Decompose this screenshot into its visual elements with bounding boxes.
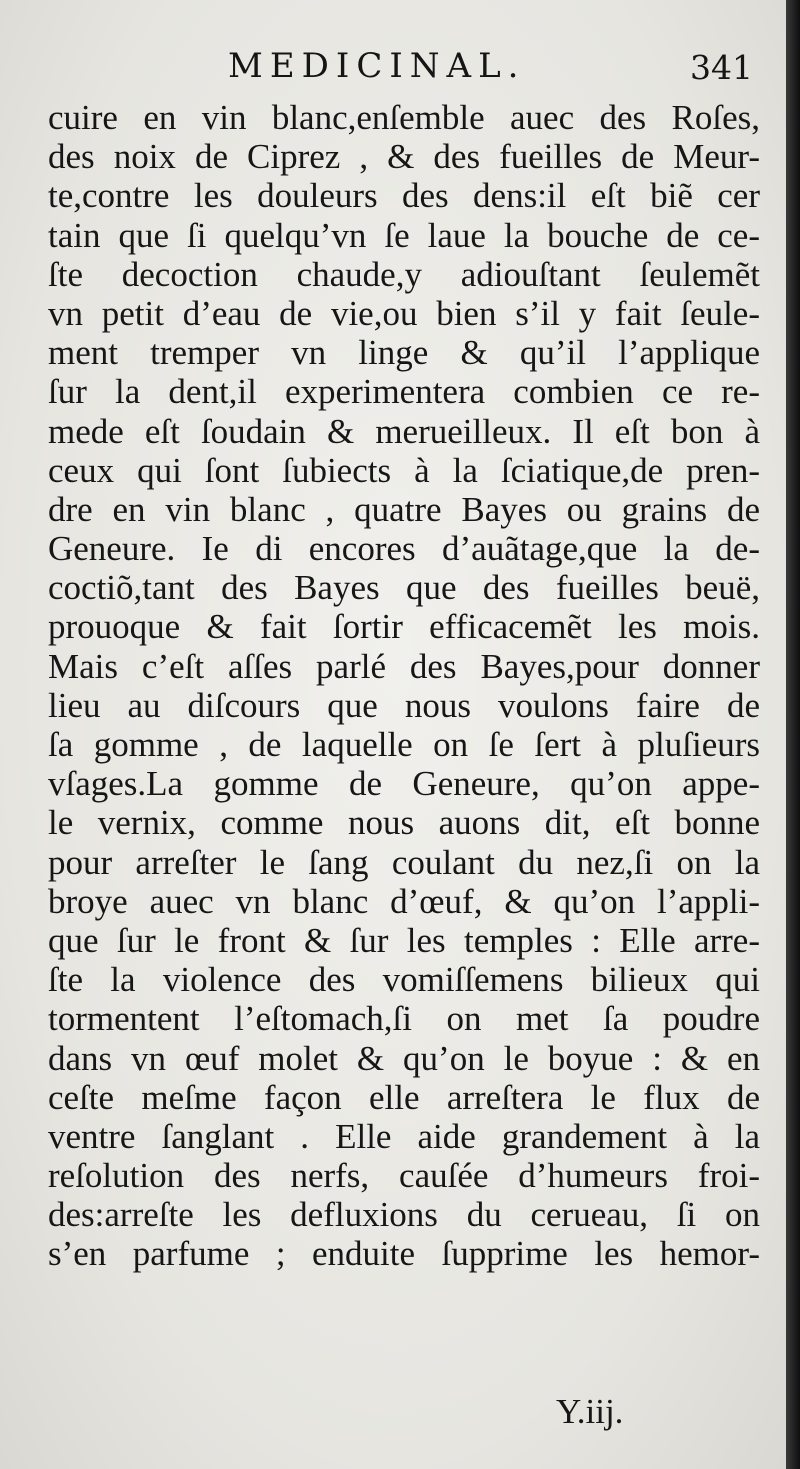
text-line: lieu au diſcours que nous voulons faire de [48, 685, 760, 725]
text-line: te,contre les douleurs des dens:il eſt biẽ cer [48, 176, 760, 216]
text-line: pour arreſter le ſang coulant du nez,ſi on la [48, 842, 760, 882]
page-number: 341 [690, 48, 753, 87]
text-line: Mais c’eſt aſſes parlé des Bayes,pour donner [48, 646, 760, 686]
text-line: le vernix, comme nous auons dit, eſt bonne [48, 803, 760, 843]
text-line: des:arreſte les defluxions du cerueau, ſi on [48, 1195, 760, 1235]
text-line: dans vn œuf molet & qu’on le boyue : & en [48, 1038, 760, 1078]
text-line: Geneure. Ie di encores d’auãtage,que la de- [48, 529, 760, 569]
text-line: dre en vin blanc , quatre Bayes ou grains de [48, 489, 760, 529]
text-line: vſages.La gomme de Geneure, qu’on appe- [48, 764, 760, 804]
text-line: ventre ſanglant . Elle aide grandement à la [48, 1116, 760, 1156]
text-line: vn petit d’eau de vie,ou bien s’il y fait ſeule- [48, 293, 760, 333]
body-text [48, 98, 760, 1274]
running-title: MEDICINAL. [228, 46, 526, 86]
text-line: ſa gomme , de laquelle on ſe ſert à pluſieurs [48, 725, 760, 764]
text-line: ceux qui ſont ſubiects à la ſciatique,de pren- [48, 450, 760, 490]
text-line: broye auec vn blanc d’œuf, & qu’on l’appli- [48, 881, 760, 921]
text-line: prouoque & fait ſortir efficacemẽt les mois. [48, 607, 760, 647]
text-line: des noix de Ciprez , & des fueilles de Meur- [48, 137, 760, 177]
text-line: ſte decoction chaude,y adiouſtant ſeulemẽt [48, 254, 760, 294]
text-line: tormentent l’eſtomach,ſi on met ſa poudre [48, 999, 760, 1039]
text-line: ſur la dent,il experimentera combien ce re- [48, 372, 760, 412]
text-line: cuire en vin blanc,enſemble auec des Roſes, [48, 98, 760, 137]
text-line: mede eſt ſoudain & merueilleux. Il eſt bon à [48, 411, 760, 451]
page-header [0, 38, 786, 98]
text-line: coctiõ,tant des Bayes que des fueilles beuë, [48, 568, 760, 608]
signature-mark: Y.iij. [556, 1392, 624, 1431]
page-edge-shadow [786, 0, 800, 1469]
text-line: que ſur le front & ſur les temples : Elle arre- [48, 920, 760, 960]
text-line: tain que ſi quelqu’vn ſe laue la bouche de ce- [48, 215, 760, 255]
text-line: ceſte meſme façon elle arreſtera le flux de [48, 1077, 760, 1117]
text-line: reſolution des nerfs, cauſée d’humeurs froi- [48, 1156, 760, 1196]
text-line: s’en parfume ; enduite ſupprime les hemor- [48, 1234, 760, 1274]
text-line: ment tremper vn linge & qu’il l’applique [48, 333, 760, 373]
text-line: ſte la violence des vomiſſemens bilieux qui [48, 960, 760, 1000]
